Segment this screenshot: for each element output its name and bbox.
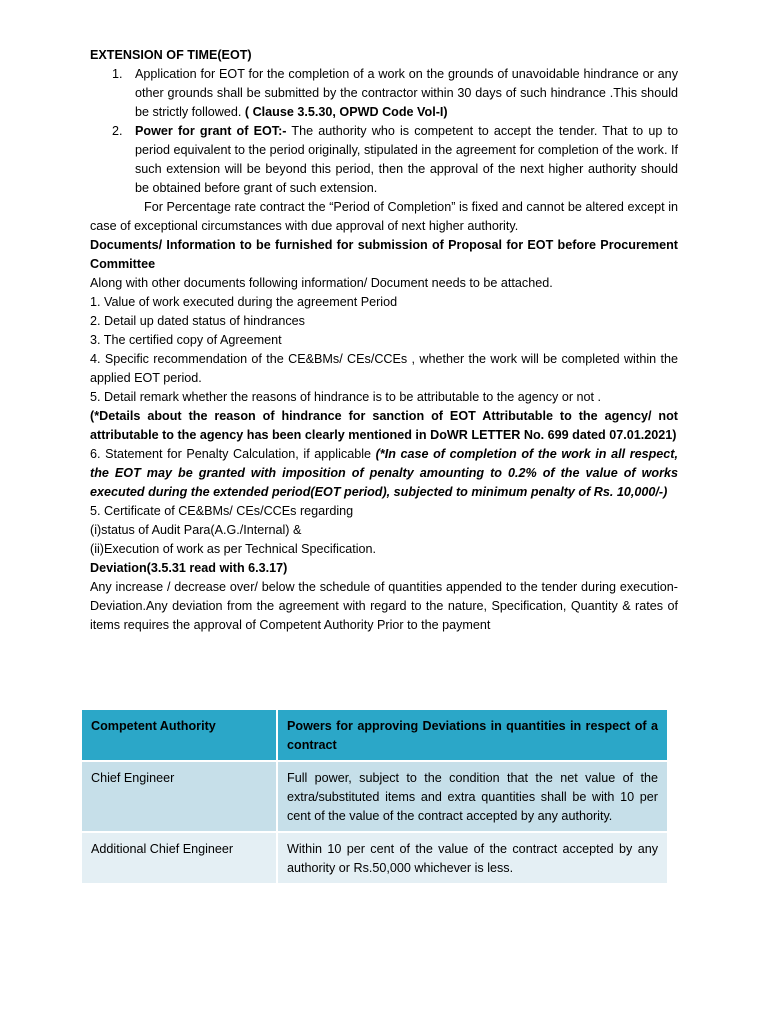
authority-cell: Additional Chief Engineer [82,833,278,885]
doc-item-2: 2. Detail up dated status of hindrances [90,314,305,328]
certificate-item: 5. Certificate of CE&BMs/ CEs/CCEs regarding [90,504,354,518]
list-number: 2. [112,124,123,138]
list-item-2 [90,122,678,198]
table-row [82,762,667,833]
eot-heading: EXTENSION OF TIME(EOT) [90,48,252,62]
list-text: The authority who is competent to accept the tender. That to up to period equivalent to the period originally, stipulated in the agreement for completion of the work. If such extension will be beyond this period, then the approval of the next higher authority should be obtained before grant of such extension. [135,124,678,195]
clause-reference: ( Clause 3.5.30, OPWD Code Vol-I) [244,105,448,119]
doc-item-5: 5. Detail remark whether the reasons of hindrance is to be attributable to the agency or not . [90,390,602,404]
certificate-subitem-2: (ii)Execution of work as per Technical Specification. [90,542,377,556]
deviation-powers-table [82,710,667,885]
penalty-label: 6. Statement for Penalty Calculation, if applicable [90,447,376,461]
powers-cell: Within 10 per cent of the value of the contract accepted by any authority or Rs.50,000 whichever is less. [278,833,667,885]
document-page [90,46,678,635]
documents-intro: Along with other documents following information/ Document needs to be attached. [90,276,553,290]
certificate-subitem-1: (i)status of Audit Para(A.G./Internal) & [90,523,302,537]
header-powers: Powers for approving Deviations in quantities in respect of a contract [278,710,667,762]
doc-item-1: 1. Value of work executed during the agreement Period [90,295,398,309]
doc-item-4: 4. Specific recommendation of the CE&BMs/ CEs/CCEs , whether the work will be completed within the applied EOT period. [90,352,678,385]
deviation-paragraph: Any increase / decrease over/ below the schedule of quantities appended to the tender during execution-Deviation.Any deviation from the agreement with regard to the nature, Specification, Quantity & rates of items requires the approval of Competent Authority Prior to the payment [90,580,678,632]
deviation-heading: Deviation(3.5.31 read with 6.3.17) [90,561,288,575]
list-item-1 [90,65,678,122]
documents-heading: Documents/ Information to be furnished for submission of Proposal for EOT before Procurement Committee [90,238,678,271]
power-label: Power for grant of EOT:- [135,124,287,138]
percentage-rate-paragraph: For Percentage rate contract the “Period of Completion” is fixed and cannot be altered except in case of exceptional circumstances with due approval of next higher authority. [90,200,678,233]
table-header-row [82,710,667,762]
powers-cell: Full power, subject to the condition that the net value of the extra/substituted items and extra quantities shall be with 10 per cent of the value of the contract accepted by any authority. [278,762,667,833]
doc-item-3: 3. The certified copy of Agreement [90,333,282,347]
table-row [82,833,667,885]
penalty-item [90,445,678,502]
list-text: Application for EOT for the completion of a work on the grounds of unavoidable hindrance or any other grounds shall be submitted by the contractor within 30 days of such hindrance .This should be strictly followed. [135,67,678,119]
list-number: 1. [112,67,123,81]
header-competent-authority: Competent Authority [82,710,278,762]
penalty-note: (*In case of completion of the work in all respect, the EOT may be granted with imposition of penalty amounting to 0.2% of the value of works executed during the extended period(EOT period), subjected to minimum penalty of Rs. 10,000/-) [90,447,678,499]
dowr-letter-note: (*Details about the reason of hindrance for sanction of EOT Attributable to the agency/ not attributable to the agency has been clearly mentioned in DoWR LETTER No. 699 dated 07.01.2021) [90,409,678,442]
authority-cell: Chief Engineer [82,762,278,833]
